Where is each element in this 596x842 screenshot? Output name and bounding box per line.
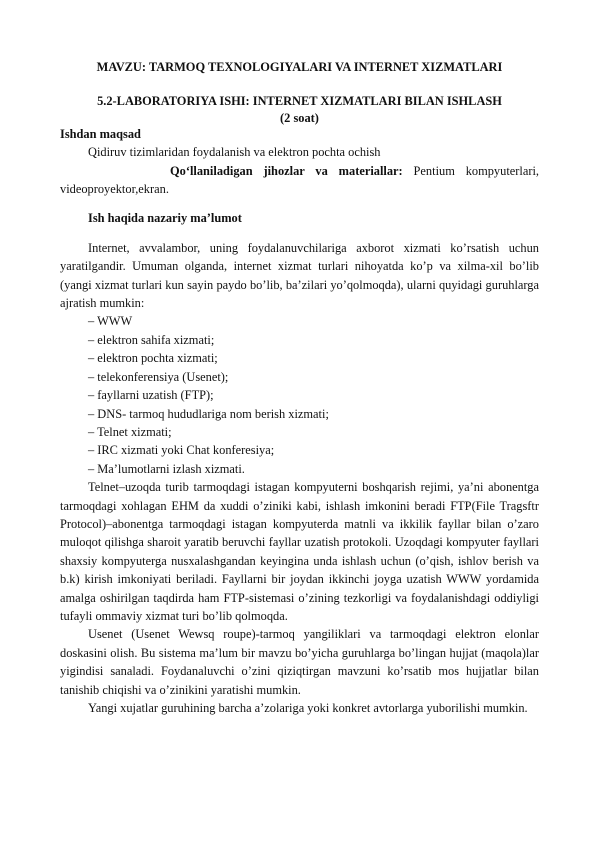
goal-text: Qidiruv tizimlaridan foydalanish va elektron pochta ochish bbox=[88, 145, 381, 160]
last-paragraph: Yangi xujatlar guruhining barcha a’zolariga yoki konkret avtorlarga yuborilishi mumkin. bbox=[88, 701, 528, 715]
topic-title: MAVZU: TARMOQ TEXNOLOGIYALARI VA INTERNET XIZMATLARI bbox=[96, 60, 503, 74]
lab-title: 5.2-LABORATORIYA ISHI: INTERNET XIZMATLARI BILAN ISHLASH bbox=[97, 94, 502, 109]
list-item: – DNS- tarmoq hududlariga nom berish xizmati; bbox=[88, 406, 329, 421]
telnet-paragraph: Telnet–uzoqda turib tarmoqdagi istagan kompyuterni boshqarish rejimi, ya’ni abonentga tarmoqdagi xohlagan EHM da xuddi o’ziniki kabi, ishlash imkonini beradi FTP(File Tragsftr Protocol)–abonentga tarmoqdagi istagan kompyuterda matnli va ikkilik fayllar bilan o’zaro muloqot qilishga sharoit yaratib beruvchi fayllar uzatish protokoli. Uzoqdagi kompyuter fayllari shaxsiy kompyuterga nusxalashgandan keyingina unda ishlash uchun (o’qish, ishlov berish va b.k) kirish imkoniyati beriladi. Fayllarni bir joydan ikkinchi joyga uzatish WWW yordamida amalga oshirilgan taqdirda ham FTP-sistemasi o’zining tezkorligi va foydalanishdagi oddiyligi tufayli ommaviy xizmat turi bo’lib qolmoqda. bbox=[60, 480, 539, 623]
list-item: – IRC xizmati yoki Chat konferesiya; bbox=[88, 443, 275, 458]
spacer bbox=[60, 228, 539, 239]
list-item: – elektron sahifa xizmati; bbox=[88, 332, 215, 347]
intro-paragraph: Internet, avvalambor, uning foydalanuvchilariga axborot xizmati ko’rsatish uchun yaratilgandir. Umuman olganda, internet xizmat turlari nihoyatda ko’p va xilma-xil bo’lib (yangi xizmat turlari kun sayin paydo bo’lib, ba’zilari yo’qolmoqda), ularni quyidagi guruhlarga ajratish mumkin: bbox=[60, 240, 539, 311]
list-item: – elektron pochta xizmati; bbox=[88, 351, 218, 366]
equipment-line bbox=[60, 162, 539, 199]
list-item: – Telnet xizmati; bbox=[88, 424, 172, 439]
list-item: – telekonferensiya (Usenet); bbox=[88, 369, 229, 384]
equipment-label: Qo‘llaniladigan jihozlar va materiallar: bbox=[170, 163, 403, 178]
spacer bbox=[60, 198, 539, 209]
list-item: – WWW bbox=[88, 314, 133, 329]
theory-heading: Ish haqida nazariy ma’lumot bbox=[88, 211, 242, 226]
duration-label: (2 soat) bbox=[280, 110, 319, 125]
services-list bbox=[60, 312, 539, 478]
usenet-paragraph: Usenet (Usenet Wewsq roupe)-tarmoq yangiliklari va tarmoqdagi elektron elonlar doskasini olish. Bu sistema ma’lum bir mavzu bo’yicha guruhlarga bo’lingan hujjat (maqola)lar yigindisi sanaladi. Foydanaluvchi o’zini qiziqtirgan mavzuni ko’rsatib mos hujjatlar bilan tanishib chiqishi va o’zinikini yaratishi mumkin. bbox=[60, 627, 539, 697]
equipment-text: Pentium kompyuterlari, videoproyektor,ekran. bbox=[60, 163, 539, 197]
goal-heading: Ishdan maqsad bbox=[60, 126, 141, 141]
list-item: – Ma’lumotlarni izlash xizmati. bbox=[88, 461, 245, 476]
list-item: – fayllarni uzatish (FTP); bbox=[88, 388, 214, 403]
